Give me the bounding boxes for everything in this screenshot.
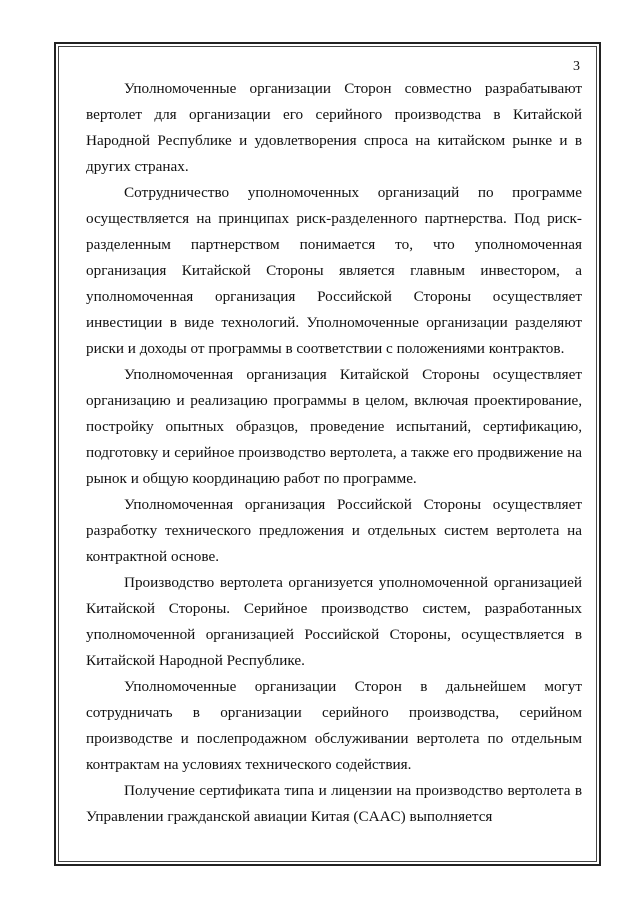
paragraph-6: Уполномоченные организации Сторон в дальнейшем могут сотрудничать в организации серийного производства, серийном производстве и послепродажном обслуживании вертолета по отдельным контрактам на условиях технического содействия. — [86, 678, 582, 773]
paragraph-2: Сотрудничество уполномоченных организаций по программе осуществляется на принципах риск-разделенного партнерства. Под риск-разделенным партнерством понимается то, что уполномоченная организация Китайской Стороны является главным инвестором, а уполномоченная организация Российской Стороны осуществляет инвестиции в виде технологий. Уполномоченные организации разделяют риски и доходы от программы в соответствии с положениями контрактов. — [86, 184, 582, 357]
paragraph-5: Производство вертолета организуется уполномоченной организацией Китайской Стороны. Серийное производство систем, разработанных уполномоченной организацией Российской Стороны, осуществляется в Китайской Народной Республике. — [86, 574, 582, 669]
paragraph-4: Уполномоченная организация Российской Стороны осуществляет разработку технического предложения и отдельных систем вертолета на контрактной основе. — [86, 496, 582, 565]
paragraph-7: Получение сертификата типа и лицензии на производство вертолета в Управлении гражданской авиации Китая (CAAC) выполняется — [86, 782, 582, 825]
document-body — [86, 76, 582, 830]
paragraph-3: Уполномоченная организация Китайской Стороны осуществляет организацию и реализацию программы в целом, включая проектирование, постройку опытных образцов, проведение испытаний, сертификацию, подготовку и серийное производство вертолета, а также его продвижение на рынок и общую координацию работ по программе. — [86, 366, 582, 487]
paragraph-1: Уполномоченные организации Сторон совместно разрабатывают вертолет для организации его серийного производства в Китайской Народной Республике и удовлетворения спроса на китайском рынке и в других странах. — [86, 80, 582, 175]
page-number: 3 — [573, 59, 580, 74]
